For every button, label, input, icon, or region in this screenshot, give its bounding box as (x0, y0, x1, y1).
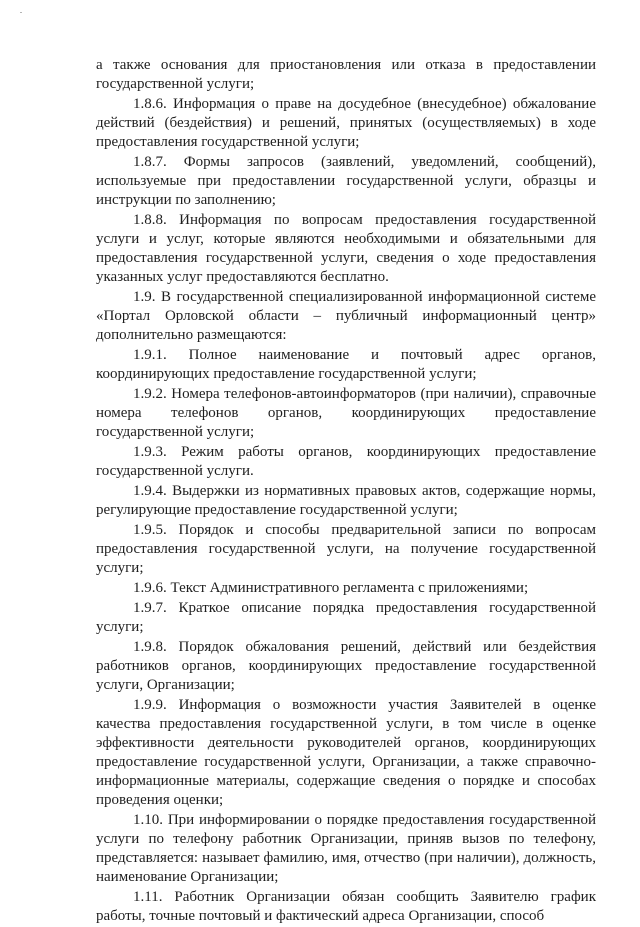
paragraph-1-9-6: 1.9.6. Текст Административного регламента с приложениями; (133, 580, 529, 596)
paragraph-continuation: а также основания для приостановления или отказа в предоставлении государственной услуги; (96, 57, 596, 92)
paragraph-1-9-7: 1.9.7. Краткое описание порядка предоставления государственной услуги; (96, 600, 596, 635)
paragraph-1-10: 1.10. При информировании о порядке предоставления государственной услуги по телефону работник Организации, приняв вызов по телефону, представляется: называет фамилию, имя, отчество (при наличии), должность, наименование Организации; (96, 812, 596, 885)
scan-artifact (20, 12, 22, 13)
paragraph-1-9-3: 1.9.3. Режим работы органов, координирующих предоставление государственной услуги. (96, 444, 596, 479)
paragraph-1-8-6: 1.8.6. Информация о праве на досудебное (внесудебное) обжалование действий (бездействия) и решений, принятых (осуществляемых) в ходе предоставления государственной услуги; (96, 96, 596, 150)
document-body (96, 56, 596, 927)
paragraph-1-11: 1.11. Работник Организации обязан сообщить Заявителю график работы, точные почтовый и фактический адреса Организации, способ (96, 889, 596, 924)
paragraph-1-9-8: 1.9.8. Порядок обжалования решений, действий или бездействия работников органов, координирующих предоставление государственной услуги, Организации; (96, 639, 596, 693)
paragraph-1-8-7: 1.8.7. Формы запросов (заявлений, уведомлений, сообщений), используемые при предоставлении государственной услуги, образцы и инструкции по заполнению; (96, 154, 596, 208)
paragraph-1-9-5: 1.9.5. Порядок и способы предварительной записи по вопросам предоставления государственной услуги, на получение государственной услуги; (96, 522, 596, 576)
paragraph-1-9-9: 1.9.9. Информация о возможности участия Заявителей в оценке качества предоставления государственной услуги, в том числе в оценке эффективности деятельности руководителей органов, координирующих предоставление государственной услуги, Организации, а также справочно-информационные материалы, содержащие сведения о порядке и способах проведения оценки; (96, 697, 596, 808)
paragraph-1-9-2: 1.9.2. Номера телефонов-автоинформаторов (при наличии), справочные номера телефонов органов, координирующих предоставление государственной услуги; (96, 386, 596, 440)
paragraph-1-9-1: 1.9.1. Полное наименование и почтовый адрес органов, координирующих предоставление государственной услуги; (96, 347, 596, 382)
paragraph-1-9: 1.9. В государственной специализированной информационной системе «Портал Орловской области – публичный информационный центр» дополнительно размещаются: (96, 289, 596, 343)
paragraph-1-8-8: 1.8.8. Информация по вопросам предоставления государственной услуги и услуг, которые являются необходимыми и обязательными для предоставления государственной услуги, сведения о ходе предоставления указанных услуг предоставляются бесплатно. (96, 212, 596, 285)
paragraph-1-9-4: 1.9.4. Выдержки из нормативных правовых актов, содержащие нормы, регулирующие предоставление государственной услуги; (96, 483, 596, 518)
